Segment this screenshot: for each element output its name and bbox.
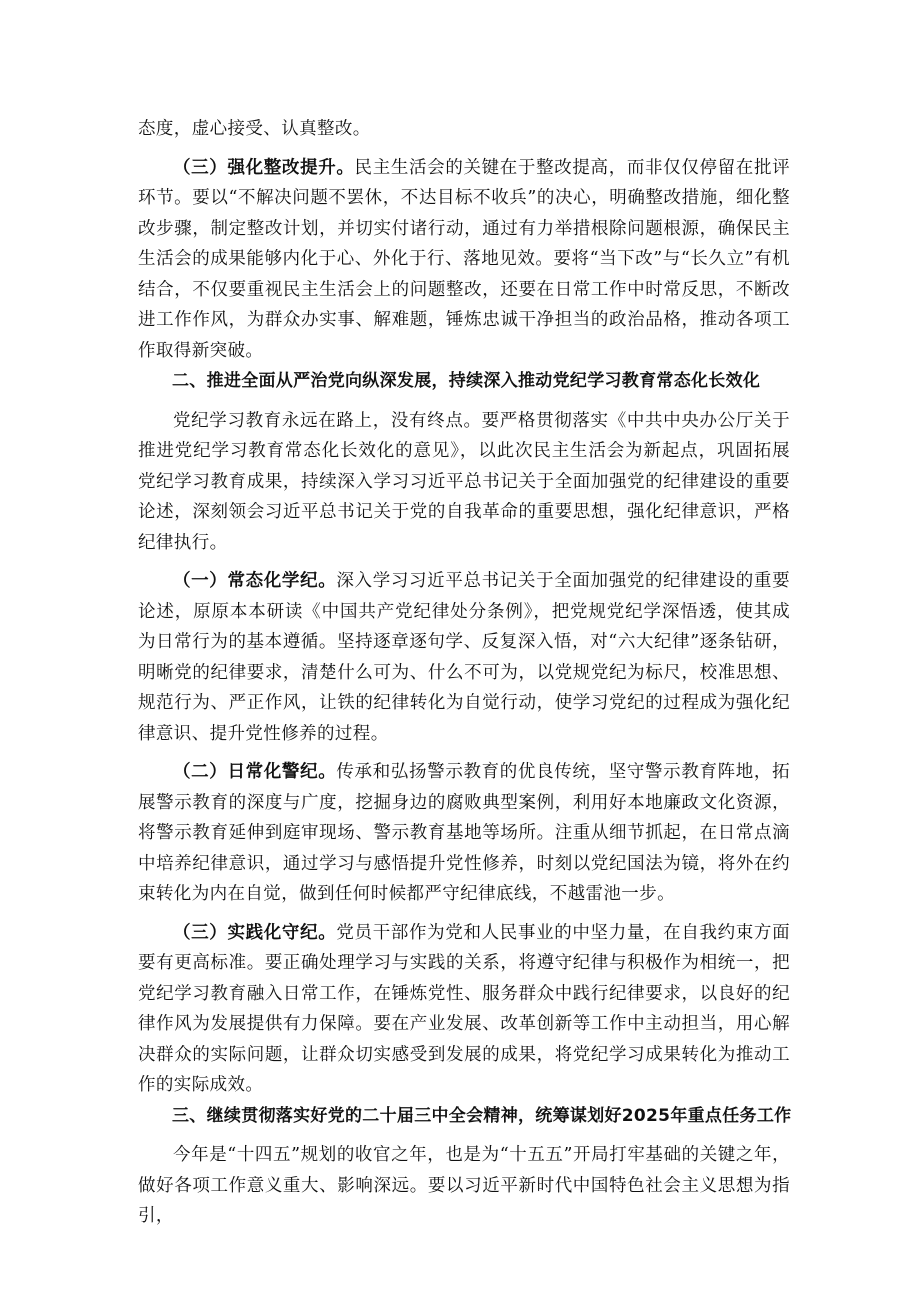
paragraph-text: 民主生活会的关键在于整改提高，而非仅仅停留在批评环节。要以“不解决问题不罢休，不达目标不收兵”的决心，明确整改措施，细化整改步骤，制定整改计划，并切实付诸行动，通过有力举措根除问题根源，确保民主生活会的成果能够内化于心、外化于行、落地见效。要将“当下改”与“长久立”有机结合，不仅要重视民主生活会上的问题整改，还要在日常工作中时常反思，不断改进工作作风，为群众办实事、解难题，锤炼忠诚干净担当的政治品格，推动各项工作取得新突破。: [138, 157, 790, 361]
paragraph-text: 党纪学习教育永远在路上，没有终点。要严格贯彻落实《中共中央办公厅关于推进党纪学习教育常态化长效化的意见》，以此次民主生活会为新起点，巩固拓展党纪学习教育成果，持续深入学习习近平总书记关于全面加强党的纪律建设的重要论述，深刻领会习近平总书记关于党的自我革命的重要思想，强化纪律意识，严格纪律执行。: [138, 410, 790, 553]
paragraph-continuation: [138, 114, 790, 145]
paragraph-regular-study: [138, 566, 790, 749]
paragraph-party-discipline-education: [138, 406, 790, 559]
section-heading-3: 三、继续贯彻落实好党的二十届三中全会精神，统筹谋划好2025年重点任务工作: [172, 1105, 792, 1126]
paragraph-lead: （一）常态化学纪。: [173, 571, 337, 591]
paragraph-text: 传承和弘扬警示教育的优良传统，坚守警示教育阵地，拓展警示教育的深度与广度，挖掘身边的腐败典型案例，利用好本地廉政文化资源，将警示教育延伸到庭审现场、警示教育基地等场所。注重从细节抓起，在日常点滴中培养纪律意识，通过学习与感悟提升党性修养，时刻以党纪国法为镜，将外在约束转化为内在自觉，做到任何时候都严守纪律底线，不越雷池一步。: [138, 762, 790, 904]
paragraph-lead: （二）日常化警纪。: [173, 762, 337, 782]
paragraph-text: 今年是“十四五”规划的收官之年，也是为“十五五”开局打牢基础的关键之年，做好各项工作意义重大、影响深远。要以习近平新时代中国特色社会主义思想为指引，: [138, 1145, 790, 1226]
paragraph-lead: （三）强化整改提升。: [173, 157, 355, 178]
paragraph-text: 深入学习习近平总书记关于全面加强党的纪律建设的重要论述，原原本本研读《中国共产党纪律处分条例》，把党规党纪学深悟透，使其成为日常行为的基本遵循。坚持逐章逐句学、反复深入悟，对“六大纪律”逐条钻研，明晰党的纪律要求，清楚什么可为、什么不可为，以党规党纪为标尺，校准思想、规范行为、严正作风，让铁的纪律转化为自觉行动，使学习党纪的过程成为强化纪律意识、提升党性修养的过程。: [138, 571, 790, 744]
document-body: [138, 114, 790, 1232]
paragraph-practice-discipline: [138, 918, 790, 1101]
paragraph-plan-2025: [138, 1140, 790, 1232]
paragraph-lead: （三）实践化守纪。: [173, 922, 337, 943]
paragraph-daily-warning: [138, 757, 790, 910]
section-heading-2: 二、推进全面从严治党向纵深发展，持续深入推动党纪学习教育常态化长效化: [172, 371, 761, 391]
paragraph-strengthen-rectification: [138, 153, 790, 367]
paragraph-text: 态度，虚心接受、认真整改。: [138, 119, 371, 139]
paragraph-text: 党员干部作为党和人民事业的中坚力量，在自我约束方面要有更高标准。要正确处理学习与实践的关系，将遵守纪律与积极作为相统一，把党纪学习教育融入日常工作，在锤炼党性、服务群众中践行纪律要求，以良好的纪律作风为发展提供有力保障。要在产业发展、改革创新等工作中主动担当，用心解决群众的实际问题，让群众切实感受到发展的成果，将党纪学习成果转化为推动工作的实际成效。: [138, 922, 790, 1095]
